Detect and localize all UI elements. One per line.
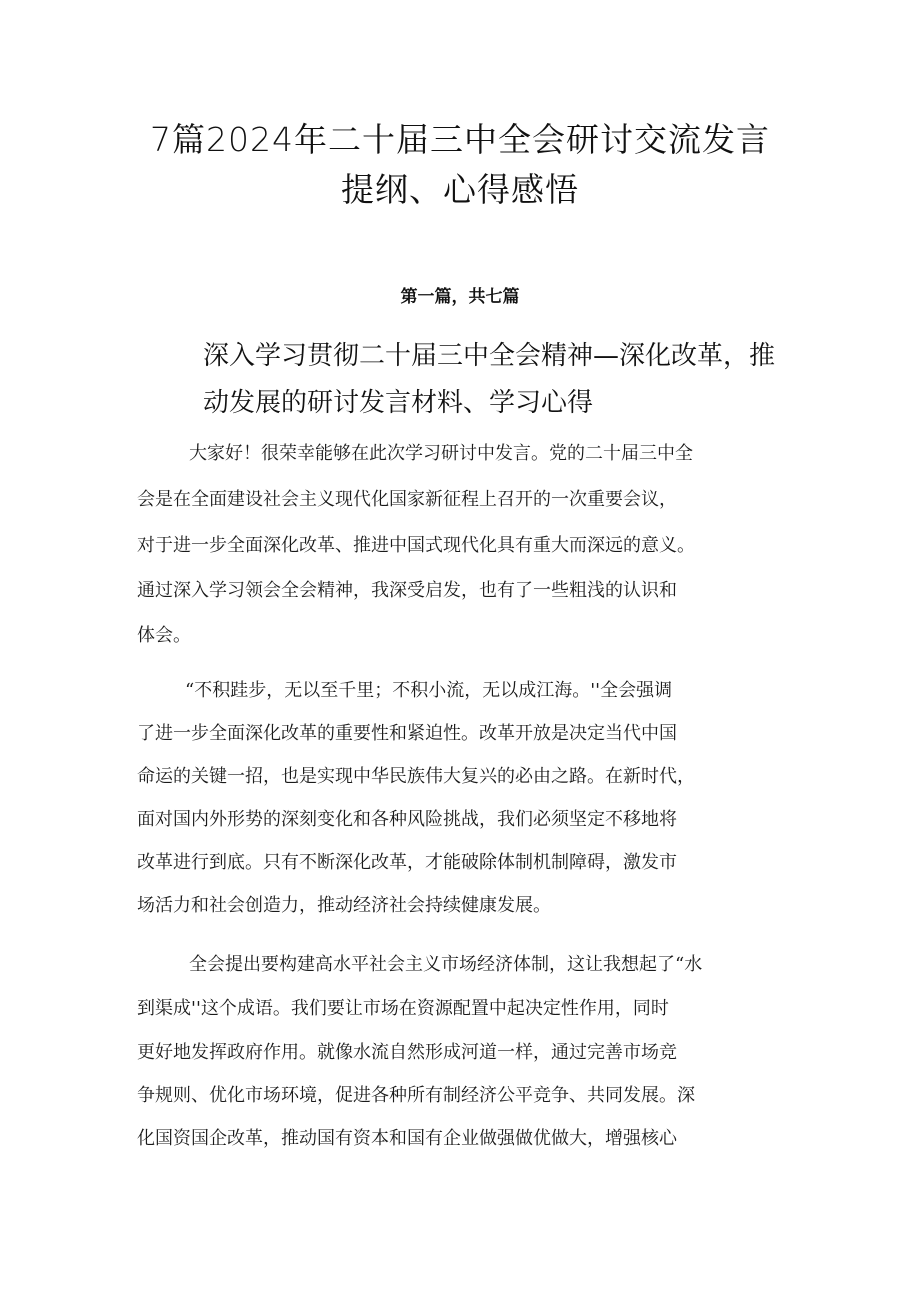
paragraph-line: 大家好！很荣幸能够在此次学习研讨中发言。党的二十届三中全 [189, 443, 693, 464]
document-title-line-1: 7篇2024年二十届三中全会研讨交流发言 [150, 120, 770, 159]
paragraph-line: 全会提出要构建高水平社会主义市场经济体制，这让我想起了“水 [189, 954, 703, 975]
paragraph-line: 改革进行到底。只有不断深化改革，才能破除体制机制障碍，激发市 [137, 852, 677, 873]
paragraph-line: 体会。 [137, 625, 191, 646]
document-title-line-2: 提纲、心得感悟 [341, 170, 579, 209]
paragraph-line: 更好地发挥政府作用。就像水流自然形成河道一样，通过完善市场竞 [137, 1042, 677, 1063]
paragraph-line: 会是在全面建设社会主义现代化国家新征程上召开的一次重要会议， [137, 489, 677, 510]
paragraph-line: 通过深入学习领会全会精神，我深受启发，也有了一些粗浅的认识和 [137, 580, 677, 601]
paragraph-line: 到渠成''这个成语。我们要让市场在资源配置中起决定性作用，同时 [137, 998, 669, 1019]
paragraph-line: “不积跬步，无以至千里；不积小流，无以成江海。''全会强调 [185, 680, 673, 701]
paragraph-line: 化国资国企改革，推动国有资本和国有企业做强做优做大，增强核心 [137, 1128, 677, 1149]
paragraph-line: 争规则、优化市场环境，促进各种所有制经济公平竞争、共同发展。深 [137, 1085, 695, 1106]
paragraph-line: 了进一步全面深化改革的重要性和紧迫性。改革开放是决定当代中国 [137, 723, 677, 744]
article-heading-line-1: 深入学习贯彻二十届三中全会精神—深化改革，推 [203, 341, 776, 371]
article-heading-line-2: 动发展的研讨发言材料、学习心得 [203, 388, 594, 418]
paragraph-line: 面对国内外形势的深刻变化和各种风险挑战，我们必须坚定不移地将 [137, 809, 677, 830]
paragraph-line: 场活力和社会创造力，推动经济社会持续健康发展。 [137, 895, 551, 916]
section-label: 第一篇，共七篇 [400, 287, 520, 307]
paragraph-line: 对于进一步全面深化改革、推进中国式现代化具有重大而深远的意义。 [137, 535, 695, 556]
paragraph-line: 命运的关键一招，也是实现中华民族伟大复兴的必由之路。在新时代， [137, 766, 695, 787]
